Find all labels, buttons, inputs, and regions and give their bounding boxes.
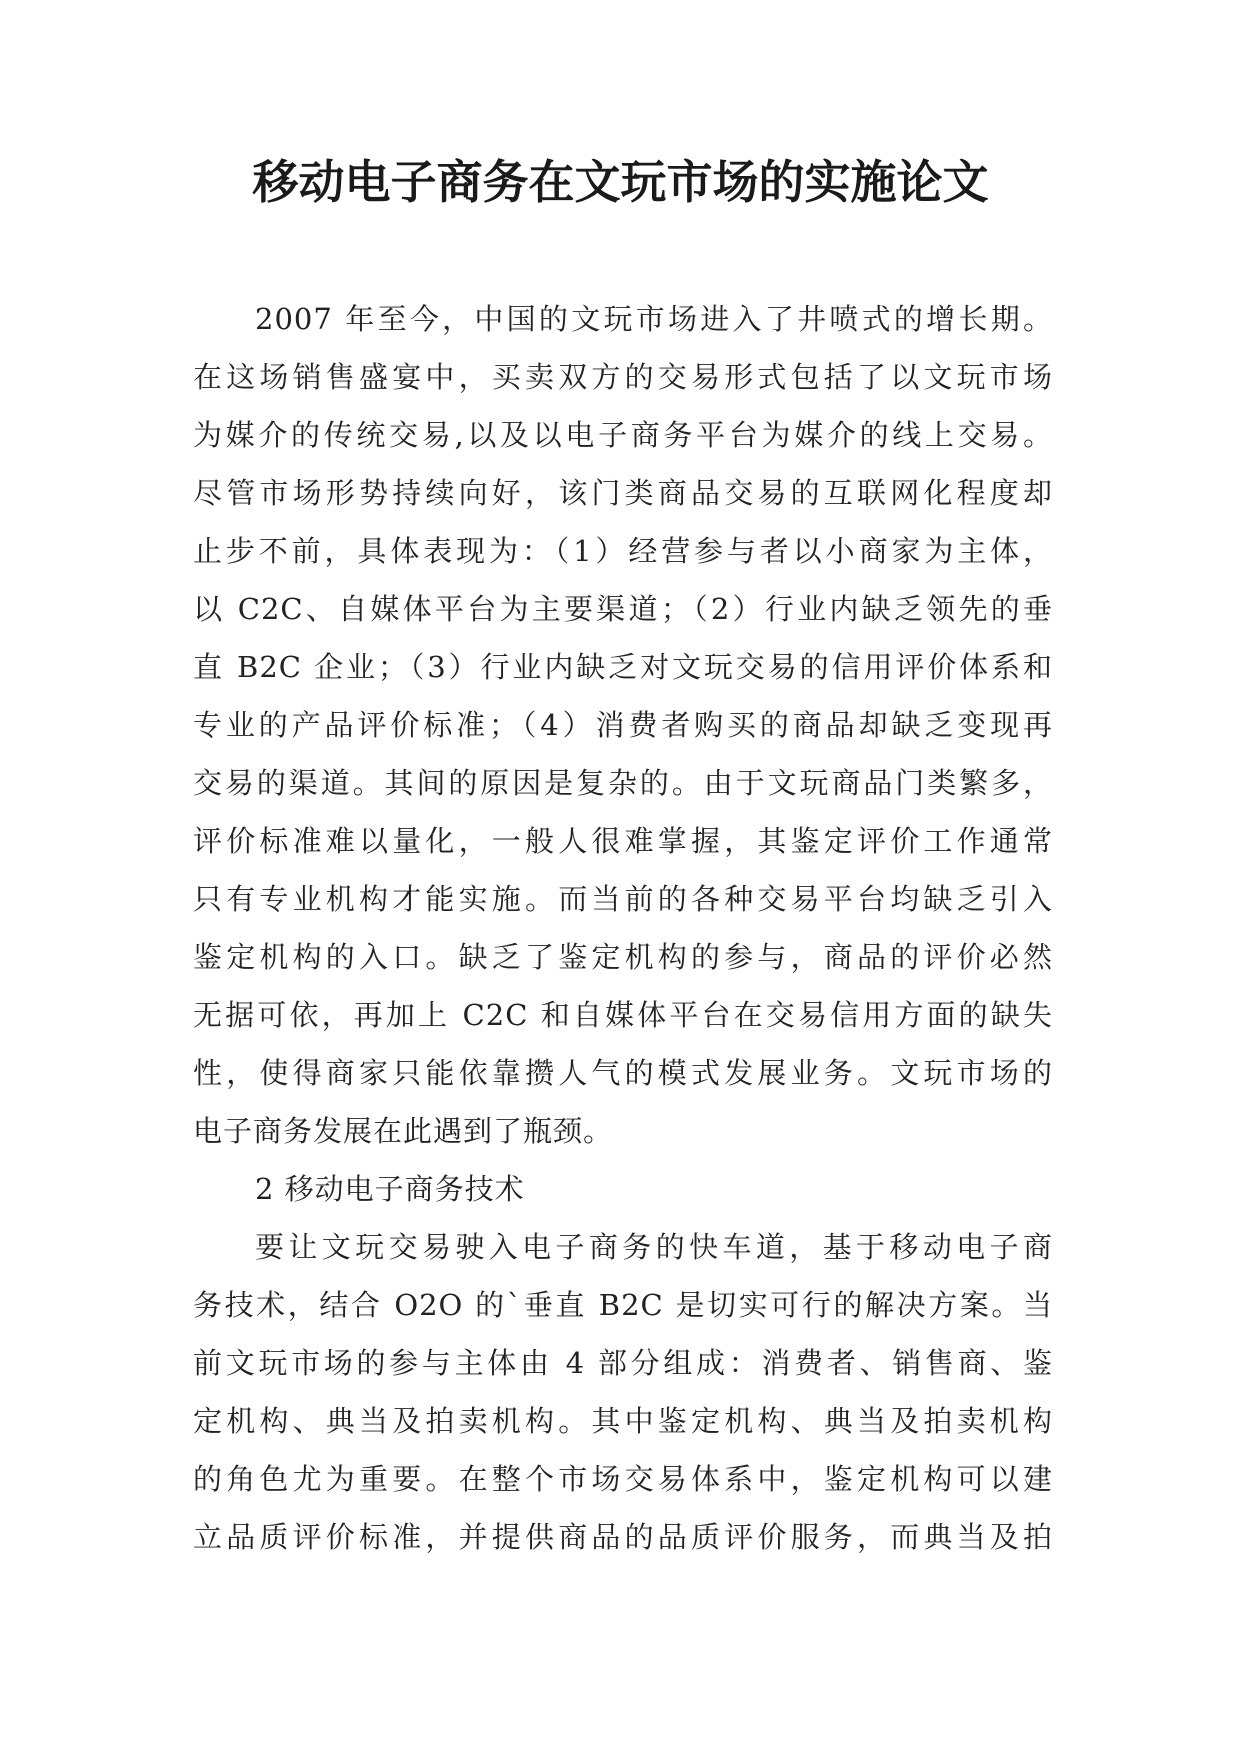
paragraph-line: 电子商务发展在此遇到了瓶颈。 <box>193 1114 614 1148</box>
paragraph-line: 前文玩市场的参与主体由 4 部分组成：消费者、销售商、鉴 <box>193 1346 1053 1380</box>
paragraph-line: 定机构、典当及拍卖机构。其中鉴定机构、典当及拍卖机构 <box>193 1404 1053 1438</box>
paragraph-line: 专业的产品评价标准；（4）消费者购买的商品却缺乏变现再 <box>193 708 1053 742</box>
paragraph-line: 立品质评价标准，并提供商品的品质评价服务，而典当及拍 <box>193 1520 1053 1554</box>
paragraph-line: 鉴定机构的入口。缺乏了鉴定机构的参与，商品的评价必然 <box>193 940 1053 974</box>
paragraph-line: 直 B2C 企业；（3）行业内缺乏对文玩交易的信用评价体系和 <box>193 650 1053 684</box>
paragraph-line: 无据可依，再加上 C2C 和自媒体平台在交易信用方面的缺失 <box>193 998 1053 1032</box>
paragraph-line: 尽管市场形势持续向好，该门类商品交易的互联网化程度却 <box>193 476 1053 510</box>
paragraph-line: 务技术，结合 O2O 的`垂直 B2C 是切实可行的解决方案。当 <box>193 1288 1053 1322</box>
paragraph-line: 评价标准难以量化，一般人很难掌握，其鉴定评价工作通常 <box>193 824 1053 858</box>
paragraph-line: 要让文玩交易驶入电子商务的快车道，基于移动电子商 <box>255 1230 1053 1264</box>
paragraph-line: 以 C2C、自媒体平台为主要渠道；（2）行业内缺乏领先的垂 <box>193 592 1053 626</box>
paragraph-line: 在这场销售盛宴中，买卖双方的交易形式包括了以文玩市场 <box>193 360 1053 394</box>
document-body <box>193 290 1053 1566</box>
paragraph-line: 交易的渠道。其间的原因是复杂的。由于文玩商品门类繁多， <box>193 766 1053 800</box>
paragraph-line: 性，使得商家只能依靠攒人气的模式发展业务。文玩市场的 <box>193 1056 1053 1090</box>
paragraph-line: 止步不前，具体表现为：（1）经营参与者以小商家为主体， <box>193 534 1053 568</box>
paragraph-line: 的角色尤为重要。在整个市场交易体系中，鉴定机构可以建 <box>193 1462 1053 1496</box>
paragraph-line: 2007 年至今，中国的文玩市场进入了井喷式的增长期。 <box>255 302 1053 336</box>
section-heading: 2 移动电子商务技术 <box>255 1172 525 1206</box>
paragraph-line: 为媒介的传统交易,以及以电子商务平台为媒介的线上交易。 <box>193 418 1053 452</box>
document-title: 移动电子商务在文玩市场的实施论文 <box>252 155 989 209</box>
paragraph-line: 只有专业机构才能实施。而当前的各种交易平台均缺乏引入 <box>193 882 1053 916</box>
